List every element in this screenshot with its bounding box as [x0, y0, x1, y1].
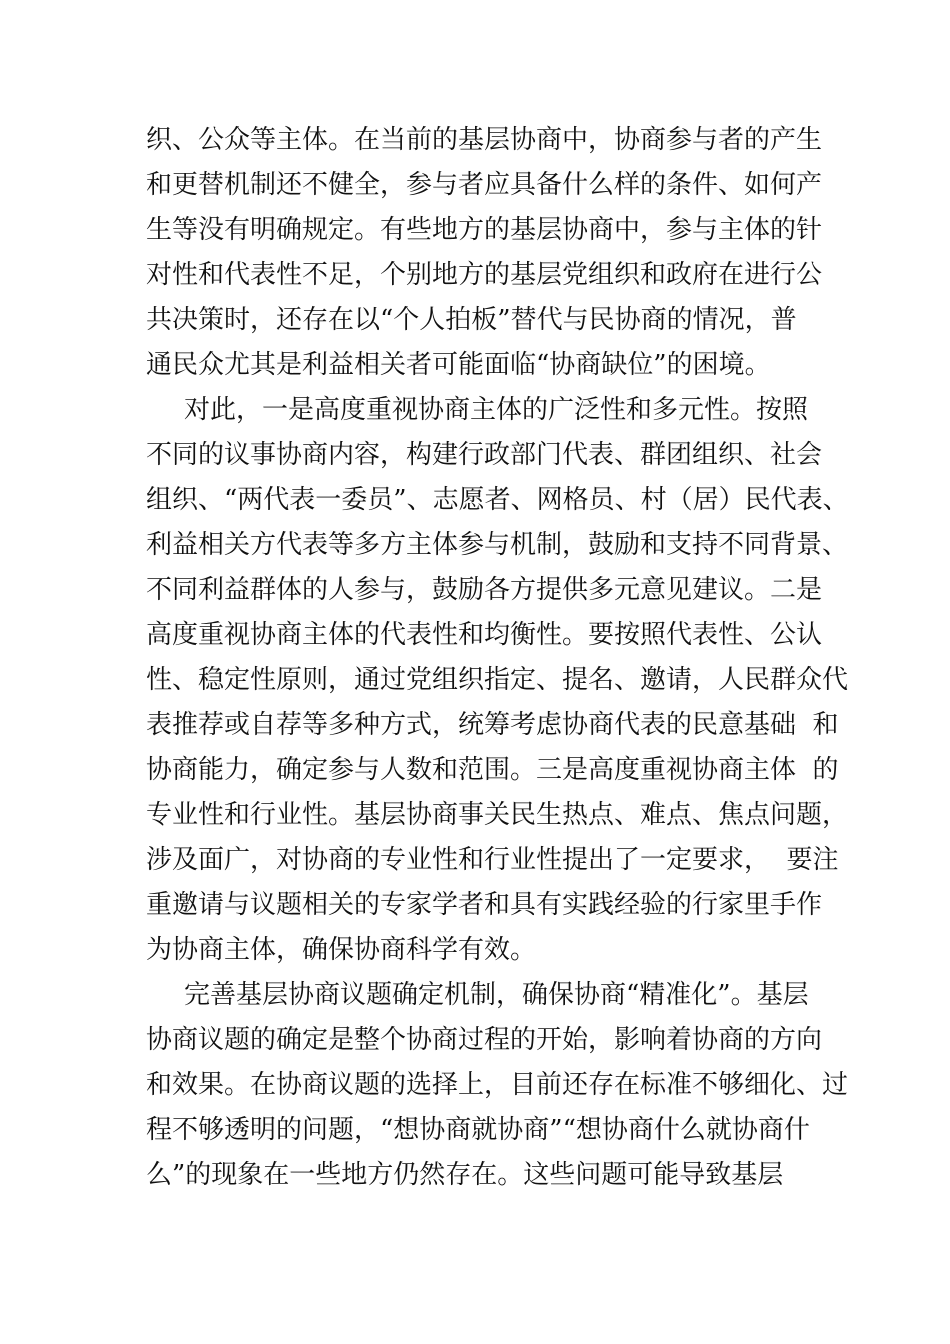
text-line: 生等没有明确规定。有些地方的基层协商中，参与主体的针 — [146, 215, 823, 245]
text-line: 对此，一是高度重视协商主体的广泛性和多元性。按照 — [184, 395, 809, 425]
text-line: 和效果。在协商议题的选择上，目前还存在标准不够细化、过 — [146, 1070, 849, 1100]
text-line: 表推荐或自荐等多种方式，统筹考虑协商代表的民意基础 和 — [146, 710, 839, 740]
text-line: 性、稳定性原则，通过党组织指定、提名、邀请，人民群众代 — [146, 665, 849, 695]
text-line: 协商能力，确定参与人数和范围。三是高度重视协商主体 的 — [146, 755, 839, 785]
text-line: 织、公众等主体。在当前的基层协商中，协商参与者的产生 — [146, 125, 823, 155]
text-line: 协商议题的确定是整个协商过程的开始，影响着协商的方向 — [146, 1025, 823, 1055]
text-line: 对性和代表性不足，个别地方的基层党组织和政府在进行公 — [146, 260, 823, 290]
text-line: 专业性和行业性。基层协商事关民生热点、难点、焦点问题， — [146, 800, 849, 830]
text-line: 么”的现象在一些地方仍然存在。这些问题可能导致基层 — [146, 1160, 784, 1190]
text-line: 不同利益群体的人参与，鼓励各方提供多元意见建议。二是 — [146, 575, 823, 605]
text-line: 组织、“两代表一委员”、志愿者、网格员、村（居）民代表、 — [146, 485, 849, 515]
body-text — [146, 118, 849, 1198]
text-line: 高度重视协商主体的代表性和均衡性。要按照代表性、公认 — [146, 620, 823, 650]
text-line: 不同的议事协商内容，构建行政部门代表、群团组织、社会 — [146, 440, 823, 470]
text-line: 涉及面广，对协商的专业性和行业性提出了一定要求， 要注 — [146, 845, 839, 875]
text-line: 为协商主体，确保协商科学有效。 — [146, 935, 537, 965]
text-line: 利益相关方代表等多方主体参与机制，鼓励和支持不同背景、 — [146, 530, 849, 560]
text-line: 共决策时，还存在以“个人拍板”替代与民协商的情况，普 — [146, 305, 797, 335]
text-line: 通民众尤其是利益相关者可能面临“协商缺位”的困境。 — [146, 350, 771, 380]
text-line: 重邀请与议题相关的专家学者和具有实践经验的行家里手作 — [146, 890, 823, 920]
text-line: 完善基层协商议题确定机制，确保协商“精准化”。基层 — [184, 980, 809, 1010]
text-line: 和更替机制还不健全，参与者应具备什么样的条件、如何产 — [146, 170, 823, 200]
text-line: 程不够透明的问题，“想协商就协商”“想协商什么就协商什 — [146, 1115, 810, 1145]
